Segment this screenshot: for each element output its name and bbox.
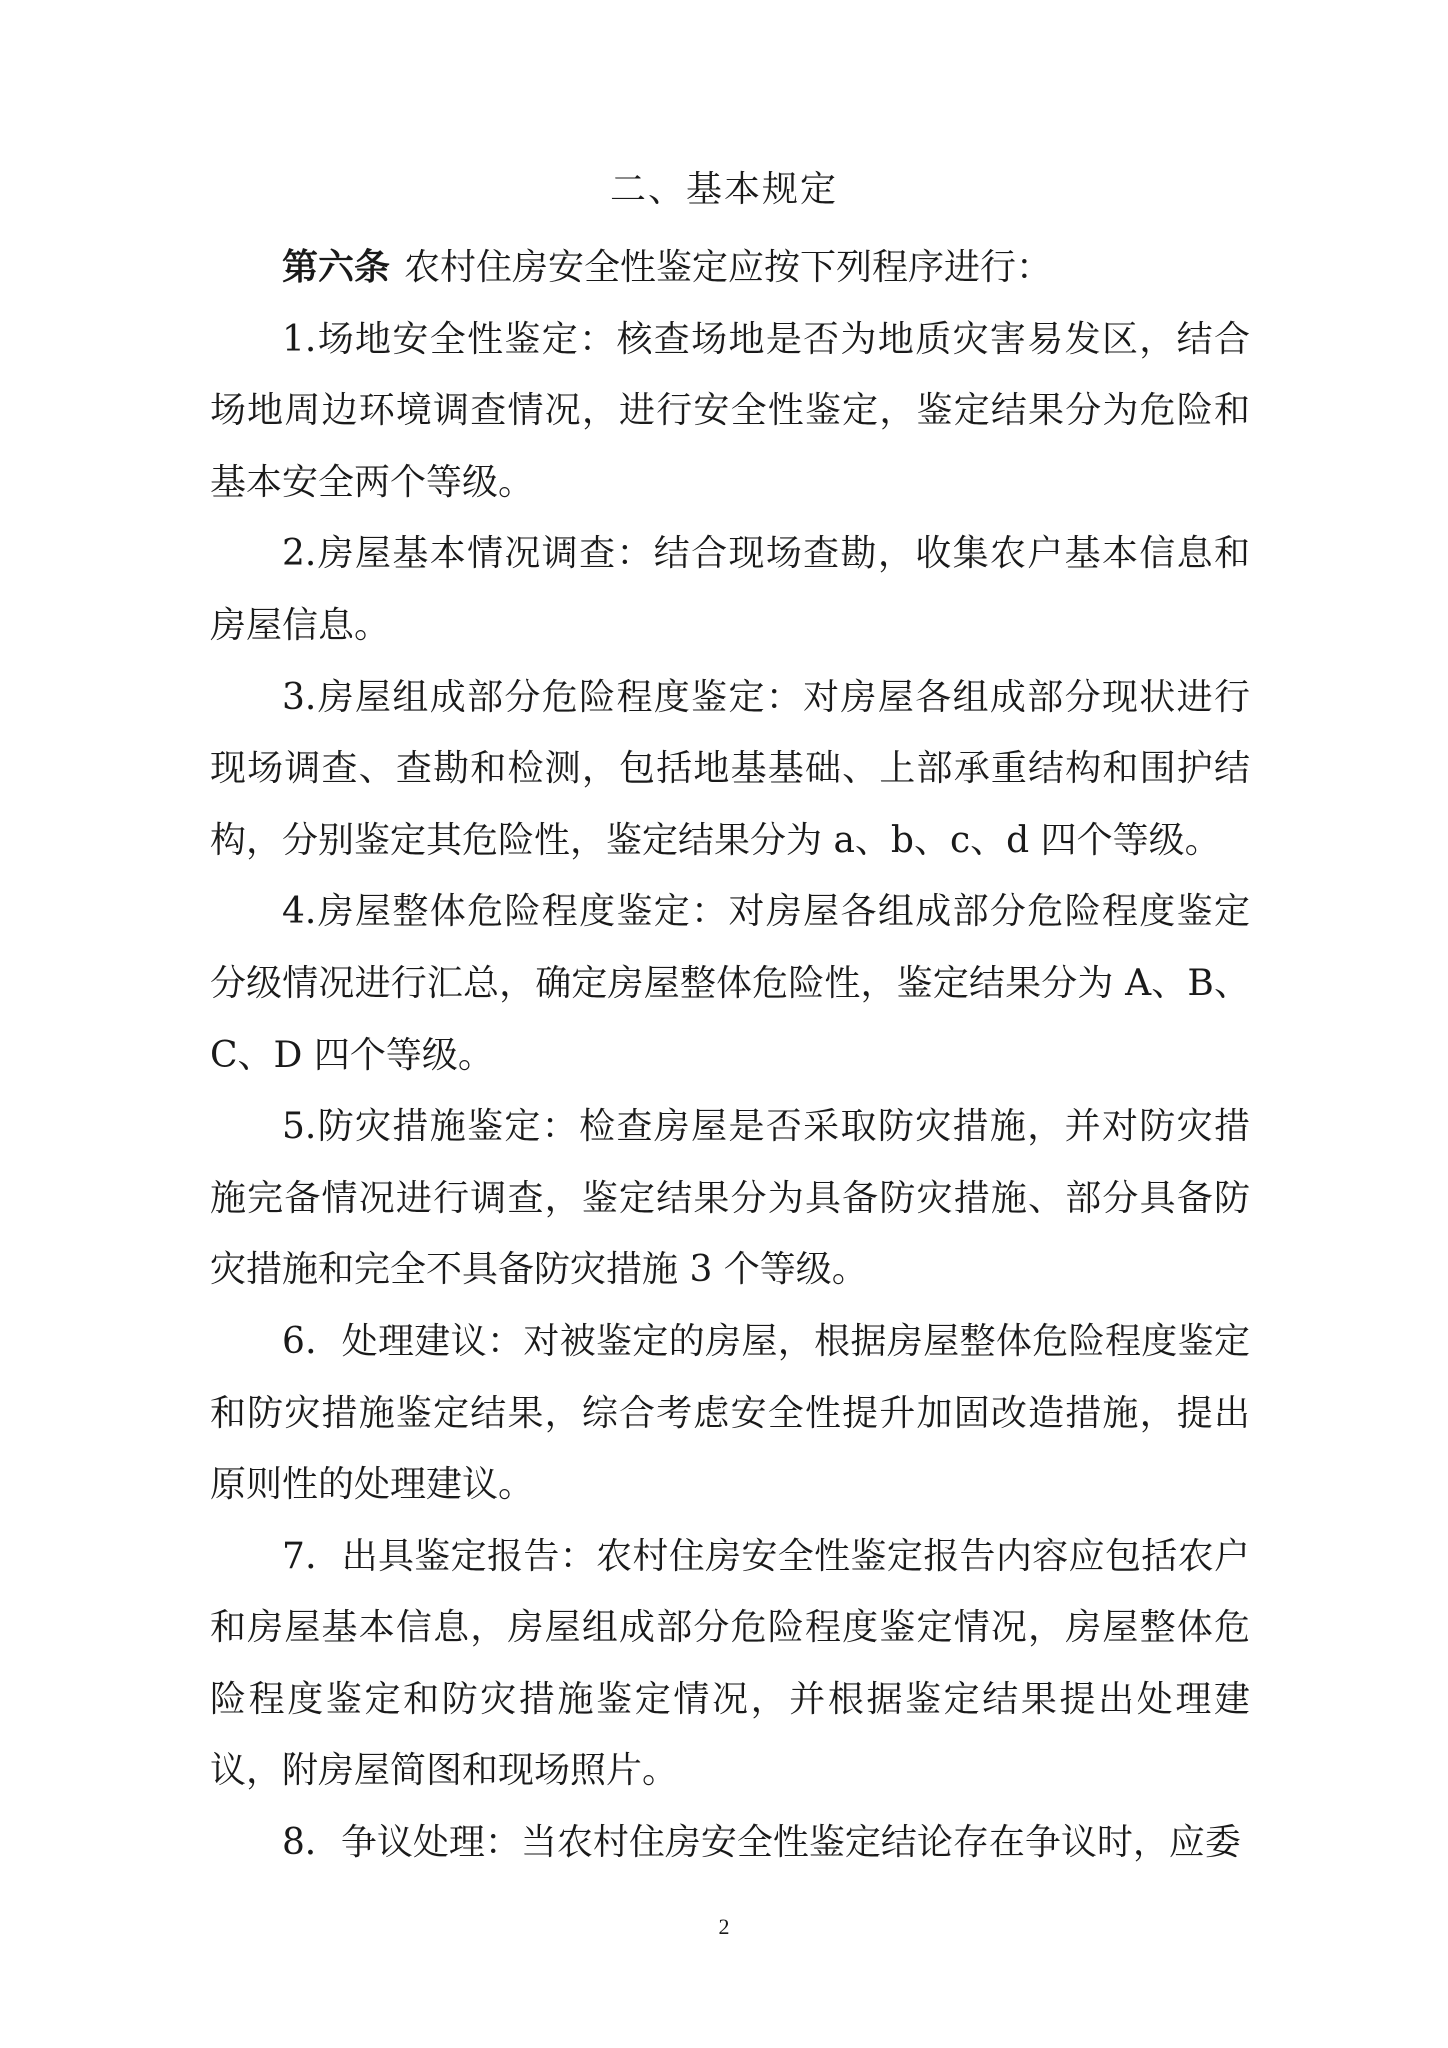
article-paragraph	[210, 232, 1250, 304]
article-intro: 农村住房安全性鉴定应按下列程序进行：	[404, 247, 1053, 288]
procedure-item-2: 2.房屋基本情况调查：结合现场查勘，收集农户基本信息和房屋信息。	[210, 533, 1250, 646]
document-body	[210, 232, 1250, 1879]
procedure-item-6: 6．处理建议：对被鉴定的房屋，根据房屋整体危险程度鉴定和防灾措施鉴定结果，综合考虑安全性提升加固改造措施，提出原则性的处理建议。	[210, 1320, 1250, 1506]
article-label: 第六条	[282, 246, 391, 288]
procedure-item-8: 8．争议处理：当农村住房安全性鉴定结论存在争议时，应委	[282, 1822, 1241, 1864]
section-title: 二、基本规定	[609, 169, 838, 210]
page-number: 2	[718, 1914, 730, 1939]
procedure-item-1: 1.场地安全性鉴定：核查场地是否为地质灾害易发区，结合场地周边环境调查情况，进行安全性鉴定，鉴定结果分为危险和基本安全两个等级。	[210, 318, 1250, 503]
procedure-item-7: 7．出具鉴定报告：农村住房安全性鉴定报告内容应包括农户和房屋基本信息，房屋组成部分危险程度鉴定情况，房屋整体危险程度鉴定和防灾措施鉴定情况，并根据鉴定结果提出处理建议，附房屋简图和现场照片。	[210, 1535, 1250, 1792]
procedure-item-4: 4.房屋整体危险程度鉴定：对房屋各组成部分危险程度鉴定分级情况进行汇总，确定房屋整体危险性，鉴定结果分为 A、B、C、D 四个等级。	[210, 891, 1250, 1076]
procedure-item-5: 5.防灾措施鉴定：检查房屋是否采取防灾措施，并对防灾措施完备情况进行调查，鉴定结果分为具备防灾措施、部分具备防灾措施和完全不具备防灾措施 3 个等级。	[210, 1106, 1250, 1291]
procedure-item-3: 3.房屋组成部分危险程度鉴定：对房屋各组成部分现状进行现场调查、查勘和检测，包括地基基础、上部承重结构和围护结构，分别鉴定其危险性，鉴定结果分为 a、b、c、d 四个等级。	[210, 676, 1250, 861]
